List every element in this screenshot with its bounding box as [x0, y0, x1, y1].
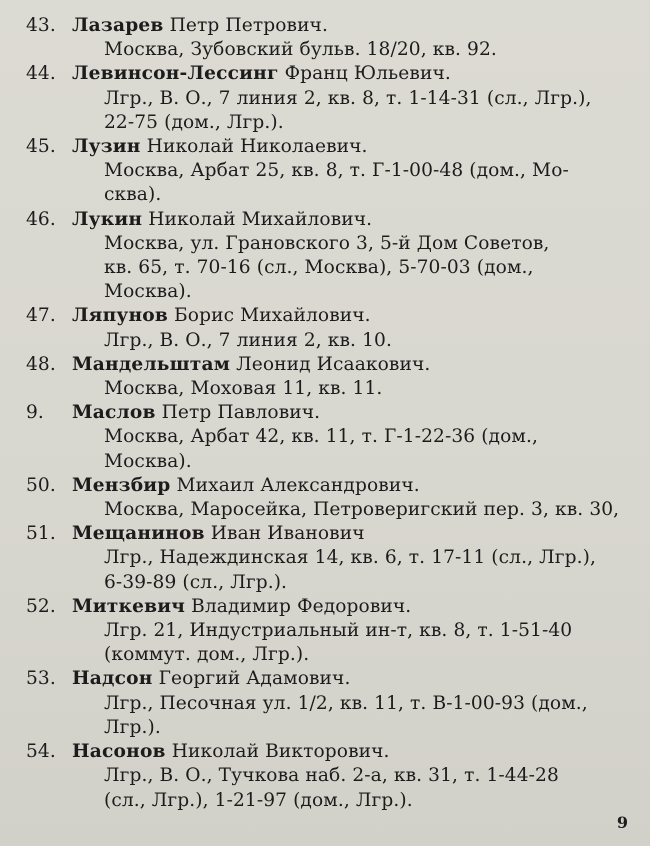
directory-entry: [26, 304, 630, 352]
directory-entry: [26, 667, 630, 740]
entry-surname: Мандельштам: [72, 353, 231, 375]
entry-surname: Миткевич: [72, 595, 186, 617]
entry-number: 54.: [26, 741, 56, 763]
entry-address-line: Лгр., В. О., Тучкова наб. 2-а, кв. 31, т. 1-44-28: [104, 765, 559, 787]
entry-given-name: Борис Михайлович.: [174, 305, 371, 327]
directory-entry: [26, 740, 630, 813]
entry-given-name: Иван Иванович: [210, 523, 365, 545]
entry-address-line: Лгр.).: [104, 716, 161, 738]
entry-heading: [26, 353, 630, 377]
directory-entry: [26, 595, 630, 668]
entry-heading: [26, 62, 630, 86]
entry-given-name: Владимир Федорович.: [191, 595, 412, 617]
entry-surname: Лузин: [72, 136, 141, 158]
entry-given-name: Франц Юльевич.: [284, 63, 451, 85]
directory-entry: [26, 14, 630, 62]
entry-given-name: Леонид Исаакович.: [236, 353, 431, 375]
entry-address-line: Лгр., В. О., 7 линия 2, кв. 8, т. 1-14-31 (сл., Лгр.),: [104, 87, 592, 109]
entry-surname: Ляпунов: [72, 305, 169, 327]
entry-address-line: сква).: [104, 184, 162, 206]
entry-address-line: Москва, ул. Грановского 3, 5-й Дом Советов,: [104, 232, 550, 254]
entry-address-line: Москва, Моховая 11, кв. 11.: [104, 378, 383, 400]
entry-surname: Левинсон-Лессинг: [72, 63, 279, 85]
entry-heading: [26, 208, 630, 232]
entry-surname: Мензбир: [72, 474, 171, 496]
entry-number: 45.: [26, 136, 56, 158]
entry-number: 50.: [26, 474, 56, 496]
entry-number: 43.: [26, 15, 56, 36]
entry-address-line: Москва).: [104, 450, 192, 472]
entry-address-line: Лгр., Песочная ул. 1/2, кв. 11, т. В-1-00-93 (дом.,: [104, 692, 588, 714]
entry-number: 48.: [26, 353, 56, 375]
entry-number: 9.: [26, 402, 44, 424]
entry-given-name: Петр Петрович.: [169, 15, 328, 36]
entry-given-name: Георгий Адамович.: [158, 668, 351, 690]
directory-list: [26, 14, 630, 813]
entry-heading: [26, 522, 630, 546]
page-number: 9: [616, 813, 628, 832]
directory-entry: [26, 208, 630, 305]
entry-given-name: Николай Михайлович.: [148, 208, 373, 230]
entry-number: 51.: [26, 523, 56, 545]
entry-address-line: Москва, Зубовский бульв. 18/20, кв. 92.: [104, 39, 497, 61]
directory-entry: [26, 522, 630, 595]
entry-given-name: Николай Николаевич.: [146, 136, 368, 158]
entry-given-name: Петр Павлович.: [161, 402, 321, 424]
entry-address-line: Москва, Арбат 25, кв. 8, т. Г-1-00-48 (дом., Мо-: [104, 160, 569, 182]
directory-entry: [26, 135, 630, 208]
entry-heading: [26, 135, 630, 159]
entry-address-line: Москва, Арбат 42, кв. 11, т. Г-1-22-36 (дом.,: [104, 426, 538, 448]
entry-surname: Лазарев: [72, 15, 164, 36]
entry-number: 44.: [26, 63, 56, 85]
directory-entry: [26, 474, 630, 522]
entry-address-line: (коммут. дом., Лгр.).: [104, 644, 310, 666]
entry-address-line: (сл., Лгр.), 1-21-97 (дом., Лгр.).: [104, 789, 413, 811]
entry-heading: [26, 304, 630, 328]
entry-address-line: 6-39-89 (сл., Лгр.).: [104, 571, 288, 593]
entry-surname: Маслов: [72, 402, 156, 424]
entry-surname: Мещанинов: [72, 523, 205, 545]
entry-address-line: Москва, Маросейка, Петроверигский пер. 3, кв. 30,: [104, 499, 620, 521]
entry-surname: Лукин: [72, 208, 143, 230]
directory-entry: [26, 353, 630, 401]
entry-address-line: Лгр., Надеждинская 14, кв. 6, т. 17-11 (сл., Лгр.),: [104, 547, 596, 569]
entry-heading: [26, 667, 630, 691]
entry-number: 47.: [26, 305, 56, 327]
entry-heading: [26, 401, 630, 425]
entry-number: 46.: [26, 208, 56, 230]
entry-address-line: Лгр., В. О., 7 линия 2, кв. 10.: [104, 329, 392, 351]
entry-given-name: Николай Викторович.: [171, 741, 390, 763]
entry-heading: [26, 14, 630, 38]
entry-number: 53.: [26, 668, 56, 690]
entry-surname: Надсон: [72, 668, 153, 690]
directory-entry: [26, 401, 630, 474]
entry-given-name: Михаил Александрович.: [176, 474, 420, 496]
entry-address-line: 22-75 (дом., Лгр.).: [104, 111, 284, 133]
entry-address-line: Москва).: [104, 281, 192, 303]
entry-heading: [26, 595, 630, 619]
entry-heading: [26, 474, 630, 498]
entry-number: 52.: [26, 595, 56, 617]
entry-heading: [26, 740, 630, 764]
directory-entry: [26, 62, 630, 135]
entry-surname: Насонов: [72, 741, 166, 763]
entry-address-line: Лгр. 21, Индустриальный ин-т, кв. 8, т. 1-51-40: [104, 620, 573, 642]
entry-address-line: кв. 65, т. 70-16 (сл., Москва), 5-70-03 (дом.,: [104, 257, 534, 279]
